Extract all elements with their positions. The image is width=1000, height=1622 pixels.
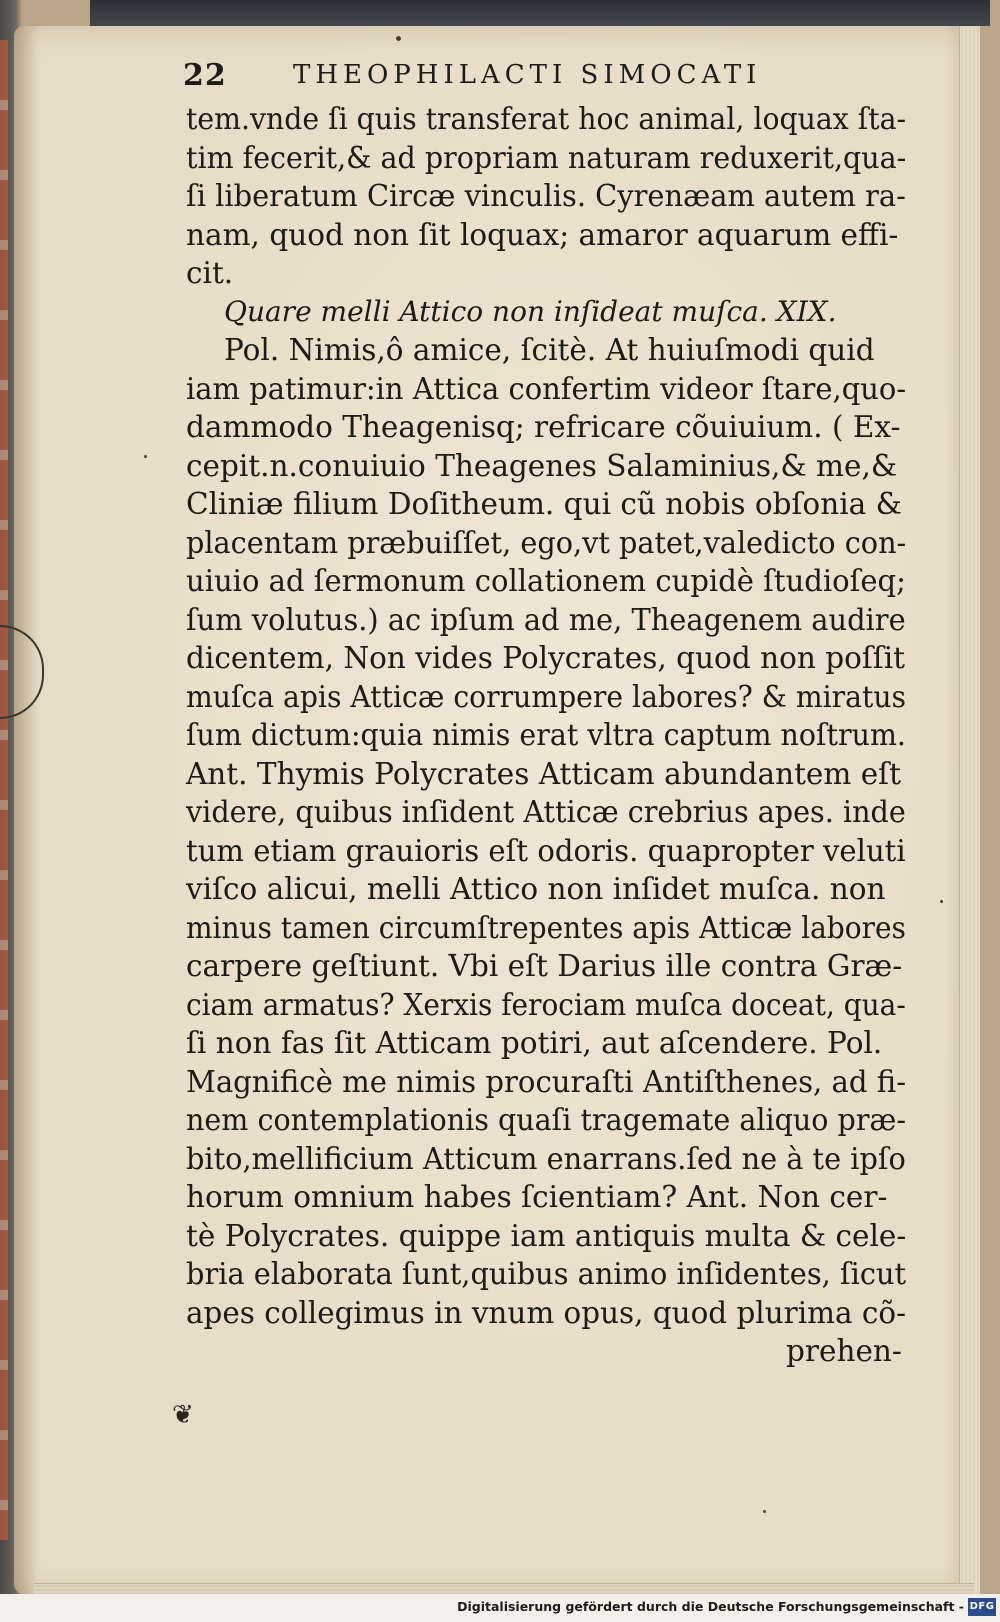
text-line: tum etiam grauioris eſt odoris. quapropter veluti: [186, 833, 906, 868]
dfg-logo: DFG: [968, 1598, 996, 1616]
text-line: horum omnium habes ſcientiam? Ant. Non cer-: [186, 1180, 888, 1214]
text-line: ſum dictum:quia nimis erat vltra captum noſtrum.: [186, 718, 906, 752]
text-line: iam patimur:in Attica confertim videor ſtare,quo-: [186, 371, 907, 406]
text-line: bito,mellificium Atticum enarrans.ſed ne à te ipſo: [186, 1141, 906, 1176]
text-line: ſi non fas ſit Atticam potiri, aut aſcendere. Pol.: [186, 1026, 883, 1060]
text-line: uiuio ad ſermonum collationem cupidè ſtudioſeq;: [186, 564, 906, 598]
top-book-edge: [90, 0, 990, 26]
text-line: tè Polycrates. quippe iam antiquis multa & cele-: [186, 1218, 907, 1253]
text-line: nam, quod non ſit loquax; amaror aquarum effi-: [186, 217, 899, 252]
bottom-page-edges: [34, 1583, 974, 1594]
text-line: bria elaborata ſunt,quibus animo inſidentes, ſicut: [186, 1257, 907, 1291]
text-line: dammodo Theagenisq; refricare cõuiuium. ( Ex-: [186, 410, 901, 444]
text-line: tem.vnde ſi quis transferat hoc animal, loquax ſta-: [186, 102, 907, 136]
ink-speck: [396, 36, 401, 41]
ink-speck: [763, 1510, 766, 1513]
ink-speck: [940, 900, 943, 903]
text-line: ſi liberatum Circæ vinculis. Cyrenæam autem ra-: [186, 179, 906, 213]
right-page-edges: [959, 26, 980, 1594]
ink-speck: [144, 455, 147, 458]
digitization-credit: Digitalisierung gefördert durch die Deutsche Forschungsgemeinschaft -: [457, 1599, 964, 1614]
text-line: dicentem, Non vides Polycrates, quod non poſſit: [186, 641, 905, 675]
text-line: videre, quibus inſident Atticæ crebrius apes. inde: [186, 795, 906, 829]
text-line: nem contemplationis quaſi tragemate aliquo præ-: [186, 1103, 906, 1137]
catchword: prehen-: [786, 1334, 902, 1368]
text-line: carpere geſtiunt. Vbi eſt Darius ille contra Græ-: [186, 949, 903, 983]
text-line: cit.: [186, 256, 234, 290]
text-line: minus tamen circumſtrepentes apis Atticæ labores: [186, 910, 906, 945]
left-page-edge-marks: [0, 40, 8, 1540]
text-line: tim fecerit,& ad propriam naturam reduxerit,qua-: [186, 140, 907, 175]
text-line: placentam præbuiſſet, ego,vt patet,valedicto con-: [186, 525, 907, 560]
text-line: Cliniæ filium Doſitheum. qui cũ nobis obſonia &: [186, 487, 902, 521]
body-text: [186, 100, 906, 1371]
text-line: ciam armatus? Xerxis ferociam muſca doceat, qua-: [186, 987, 906, 1022]
text-line: Magnificè me nimis procuraſti Antiſthenes, ad fi-: [186, 1064, 907, 1099]
text-line: muſca apis Atticæ corrumpere labores? & miratus: [186, 679, 907, 714]
running-title: THEOPHILACTI SIMOCATI: [293, 60, 762, 90]
footer-strip: [0, 1594, 1000, 1622]
text-line: apes collegimus in vnum opus, quod plurima cõ-: [186, 1295, 907, 1330]
page-number: 22: [183, 58, 227, 93]
text-line: Ant. Thymis Polycrates Atticam abundantem eſt: [186, 756, 901, 791]
text-line: ſum volutus.) ac ipſum ad me, Theagenem audire: [186, 602, 906, 637]
section-heading: Quare melli Attico non inſideat muſca. XIX.: [224, 294, 837, 328]
text-line: viſco alicui, melli Attico non inſidet muſca. non: [186, 872, 886, 906]
page-header: [183, 58, 883, 98]
text-line: cepit.n.conuiuio Theagenes Salaminius,& me,&: [186, 448, 898, 483]
text-line: Pol. Nimis,ô amice, ſcitè. At huiuſmodi quid: [224, 333, 875, 367]
printer-ornament-icon: ❦: [172, 1400, 194, 1430]
